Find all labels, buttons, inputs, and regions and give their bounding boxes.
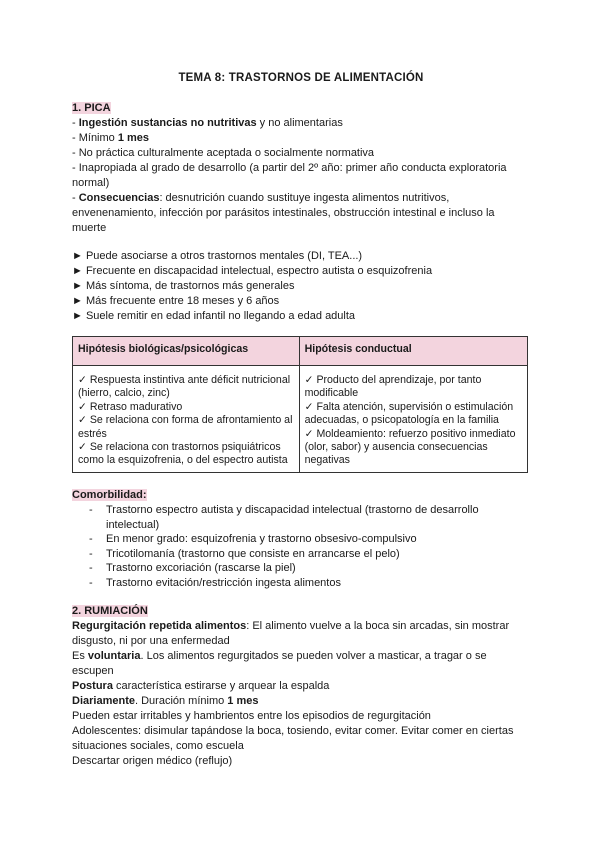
arrow-bullet-icon: ►: [72, 310, 83, 322]
table-item: ✓ Se relaciona con trastornos psiquiátricos como la esquizofrenia, o del espectro autista: [78, 441, 288, 467]
checkmark-icon: ✓: [304, 427, 314, 440]
checkmark-icon: ✓: [78, 441, 87, 454]
pica-criterion: - Inapropiada al grado de desarrollo (a partir del 2º año: primer año conducta exploratoria normal): [72, 162, 507, 189]
comorbidity-heading: Comorbilidad:: [72, 489, 147, 501]
list-item: - Trastorno excoriación (rascarse la piel): [72, 561, 530, 576]
table-item: ✓ Respuesta instintiva ante déficit nutricional (hierro, calcio, zinc): [78, 374, 291, 400]
pica-criteria-list: [72, 116, 530, 236]
table-item: ✓ Falta atención, supervisión o estimulación adecuadas, o psicopatología en la familia: [304, 400, 514, 427]
pica-criterion: - Consecuencias: desnutrición cuando sustituye ingesta alimentos nutritivos, envenenamiento, infección por parásitos intestinales, obstrucción intestinal e incluso la muerte: [72, 192, 495, 234]
pica-bullet-item: ► Más frecuente entre 18 meses y 6 años: [72, 295, 280, 307]
checkmark-icon: ✓: [304, 374, 314, 386]
table-item: ✓ Se relaciona con forma de afrontamiento al estrés: [78, 414, 293, 440]
pica-section: [72, 101, 530, 236]
dash-bullet: -: [89, 562, 93, 575]
rumination-line: Es voluntaria. Los alimentos regurgitados se pueden volver a masticar, a tragar o se escupen: [72, 650, 487, 677]
pica-bullet-item: ► Más síntoma, de trastornos más generales: [72, 280, 295, 292]
pica-criterion: - No práctica culturalmente aceptada o socialmente normativa: [72, 147, 375, 159]
table-header-biological: Hipótesis biológicas/psicológicas: [73, 337, 300, 366]
rumination-line: Postura característica estirarse y arquear la espalda: [72, 680, 330, 692]
pica-heading-text: 1. PICA: [72, 102, 111, 114]
pica-bullet-list: [72, 249, 530, 324]
checkmark-icon: ✓: [78, 400, 87, 413]
comorbidity-list: [72, 503, 530, 591]
rumination-heading: 2. RUMIACIÓN: [72, 605, 148, 617]
arrow-bullet-icon: ►: [72, 250, 83, 262]
arrow-bullet-icon: ►: [72, 280, 83, 292]
pica-heading: [72, 101, 530, 116]
list-item: - Tricotilomanía (trastorno que consiste en arrancarse el pelo): [72, 547, 530, 562]
page-title: TEMA 8: TRASTORNOS DE ALIMENTACIÓN: [178, 72, 424, 84]
pica-bullet-item: ► Puede asociarse a otros trastornos mentales (DI, TEA...): [72, 250, 363, 262]
rumination-lines: [72, 619, 530, 769]
list-item: - Trastorno evitación/restricción ingesta alimentos: [72, 576, 530, 591]
table-item: ✓ Producto del aprendizaje, por tanto modificable: [304, 374, 482, 400]
pica-bullet-item: ► Suele remitir en edad infantil no llegando a edad adulta: [72, 310, 356, 322]
arrow-bullet-icon: ►: [72, 295, 83, 307]
table-cell-biological: [73, 366, 300, 473]
checkmark-icon: ✓: [78, 374, 87, 386]
dash-bullet: -: [89, 547, 93, 560]
arrow-bullet-icon: ►: [72, 265, 83, 277]
pica-criterion: - Ingestión sustancias no nutritivas y no alimentarias: [72, 117, 343, 129]
pica-criterion: - Mínimo 1 mes: [72, 132, 150, 144]
checkmark-icon: ✓: [304, 400, 314, 413]
rumination-line: Regurgitación repetida alimentos: El alimento vuelve a la boca sin arcadas, sin mostrar disgusto, ni por una enfermedad: [72, 620, 510, 647]
dash-bullet: -: [89, 576, 93, 589]
dash-bullet: -: [89, 504, 93, 516]
rumination-line: Adolescentes: disimular tapándose la boca, tosiendo, evitar comer. Evitar comer en ciertas situaciones sociales, como escuela: [72, 725, 514, 752]
list-item: - Trastorno espectro autista y discapacidad intelectual (trastorno de desarrollo intelectual): [72, 503, 530, 532]
rumination-section: [72, 604, 530, 769]
checkmark-icon: ✓: [78, 414, 87, 427]
rumination-line: Diariamente. Duración mínimo 1 mes: [72, 695, 259, 707]
hypothesis-table: [72, 336, 528, 473]
table-cell-behavioral: [299, 366, 527, 473]
table-item: ✓ Retraso madurativo: [78, 400, 183, 413]
rumination-line: Pueden estar irritables y hambrientos entre los episodios de regurgitación: [72, 710, 431, 722]
dash-bullet: -: [89, 533, 93, 546]
table-item: ✓ Moldeamiento: refuerzo positivo inmediato (olor, sabor) y ausencia consecuencias negativas: [304, 427, 516, 467]
pica-bullet-item: ► Frecuente en discapacidad intelectual, espectro autista o esquizofrenia: [72, 265, 433, 277]
table-header-behavioral: Hipótesis conductual: [299, 337, 527, 366]
list-item: - En menor grado: esquizofrenia y trastorno obsesivo-compulsivo: [72, 532, 530, 547]
rumination-line: Descartar origen médico (reflujo): [72, 755, 233, 767]
